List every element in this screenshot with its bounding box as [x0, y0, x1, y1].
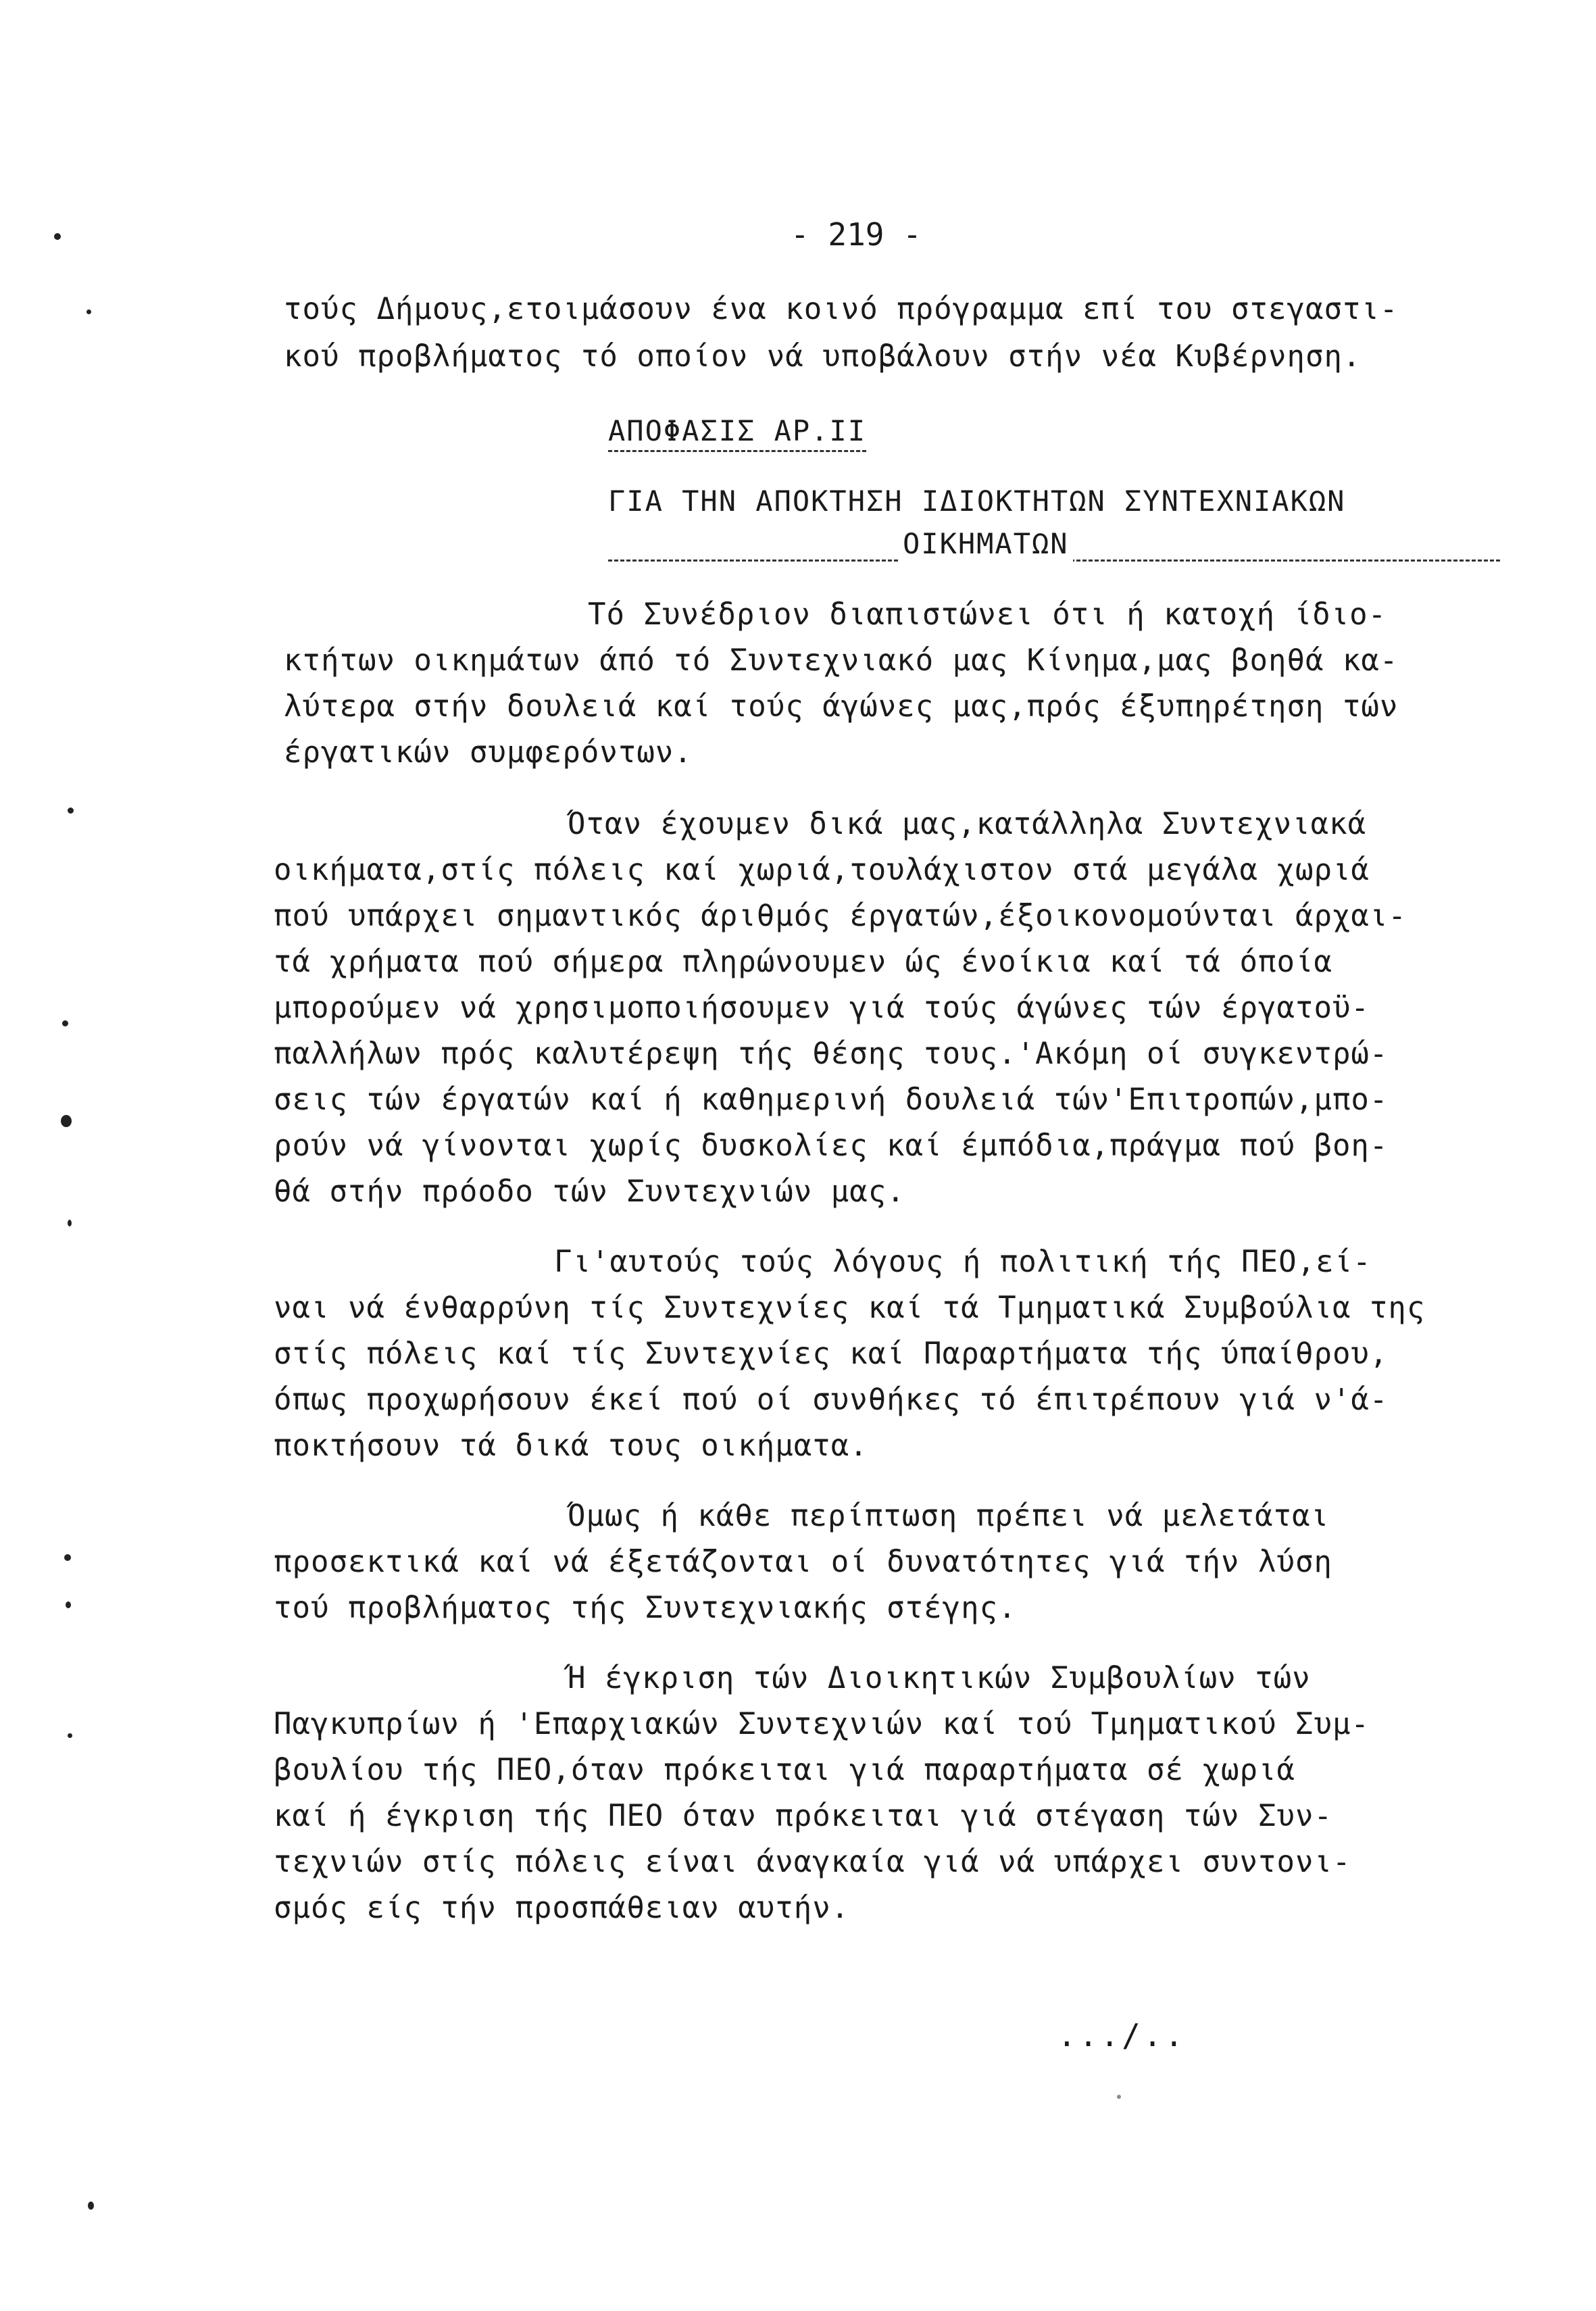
scan-speck	[1117, 2095, 1121, 2099]
body-line: Παγκυπρίων ή 'Επαρχιακών Συντεχνιών καί τού Τμηματικού Συμ-	[274, 1707, 1370, 1741]
decision-title-line-1: ΓΙΑ ΤΗΝ ΑΠΟΚΤΗΣΗ ΙΔΙΟΚΤΗΤΩΝ ΣΥΝΤΕΧΝΙΑΚΩΝ	[608, 484, 1346, 518]
body-line: Όμως ή κάθε περίπτωση πρέπει νά μελετάται	[568, 1499, 1330, 1533]
body-line: όπως προχωρήσουν έκεί πού οί συνθήκες τό έπιτρέπουν γιά ν'ά-	[274, 1383, 1389, 1417]
scan-speck	[54, 233, 61, 240]
body-line: κτήτων οικημάτων άπό τό Συντεχνιακό μας Κίνημα,μας βοηθά κα-	[284, 643, 1399, 678]
body-line: σμός είς τήν προσπάθειαν αυτήν.	[274, 1891, 850, 1925]
body-line: έργατικών συμφερόντων.	[284, 735, 693, 770]
continuation-mark: .../..	[1057, 2017, 1187, 2054]
body-line: Ή έγκριση τών Διοικητικών Συμβουλίων τών	[568, 1661, 1311, 1695]
scan-speck	[68, 807, 74, 814]
body-line: προσεκτικά καί νά έξετάζονται οί δυνατότητες γιά τήν λύση	[274, 1545, 1332, 1579]
scan-speck	[86, 309, 91, 314]
body-line: σεις τών έργατών καί ή καθημερινή δουλειά τών'Επιτροπών,μπο-	[274, 1083, 1389, 1117]
body-line: πού υπάρχει σημαντικός άριθμός έργατών,έξοικονομούνται άρχαι-	[274, 899, 1407, 933]
intro-line-1: τούς Δήμους,ετοιμάσουν ένα κοινό πρόγραμμα επί του στεγαστι-	[284, 292, 1399, 326]
body-line: τεχνιών στίς πόλεις είναι άναγκαία γιά νά υπάρχει συντονι-	[274, 1845, 1351, 1879]
scan-speck	[62, 1020, 68, 1026]
decision-label-text: ΑΠΟΦΑΣΙΣ ΑΡ.ΙΙ	[608, 414, 866, 452]
body-line: Τό Συνέδριον διαπιστώνει ότι ή κατοχή ίδιο-	[588, 597, 1387, 632]
body-line: θά στήν πρόοδο τών Συντεχνιών μας.	[274, 1174, 905, 1209]
scan-speck	[64, 1554, 71, 1561]
body-line: μπορούμεν νά χρησιμοποιήσουμεν γιά τούς άγώνες τών έργατοϋ-	[274, 991, 1370, 1025]
body-line: Γι'αυτούς τούς λόγους ή πολιτική τής ΠΕΟ,εί-	[554, 1245, 1372, 1279]
body-line: τού προβλήματος τής Συντεχνιακής στέγης.	[274, 1591, 1017, 1625]
decision-title-line-2: ΟΙΚΗΜΑΤΩΝ	[899, 524, 1073, 564]
body-line: βουλίου τής ΠΕΟ,όταν πρόκειται γιά παραρτήματα σέ χωριά	[274, 1753, 1295, 1787]
scan-speck	[61, 1115, 72, 1127]
body-line: Όταν έχουμεν δικά μας,κατάλληλα Συντεχνιακά	[568, 807, 1367, 841]
scan-speck	[68, 1220, 72, 1226]
body-line: στίς πόλεις καί τίς Συντεχνίες καί Παραρτήματα τής ύπαίθρου,	[274, 1337, 1389, 1371]
scan-speck	[88, 2202, 94, 2210]
body-line: οικήματα,στίς πόλεις καί χωριά,τουλάχιστον στά μεγάλα χωριά	[274, 853, 1370, 887]
body-line: ρούν νά γίνονται χωρίς δυσκολίες καί έμπόδια,πράγμα πού βοη-	[274, 1128, 1389, 1163]
body-line: ποκτήσουν τά δικά τους οικήματα.	[274, 1428, 868, 1463]
body-line: καί ή έγκριση τής ΠΕΟ όταν πρόκειται γιά στέγαση τών Συν-	[274, 1799, 1332, 1833]
page-number: - 219 -	[791, 216, 922, 253]
body-line: λύτερα στήν δουλειά καί τούς άγώνες μας,πρός έξυπηρέτηση τών	[284, 689, 1399, 724]
body-line: παλλήλων πρός καλυτέρεψη τής θέσης τους.'Ακόμη οί συγκεντρώ-	[274, 1037, 1389, 1071]
body-line: ναι νά ένθαρρύνη τίς Συντεχνίες καί τά Τμηματικά Συμβούλια της	[274, 1291, 1426, 1325]
decision-label	[608, 411, 866, 451]
intro-line-2: κού προβλήματος τό οποίον νά υποβάλουν στήν νέα Κυβέρνηση.	[284, 339, 1362, 374]
body-line: τά χρήματα πού σήμερα πληρώνουμεν ώς ένοίκια καί τά όποία	[274, 945, 1332, 979]
scan-speck	[68, 1733, 72, 1738]
scan-speck	[66, 1601, 71, 1608]
